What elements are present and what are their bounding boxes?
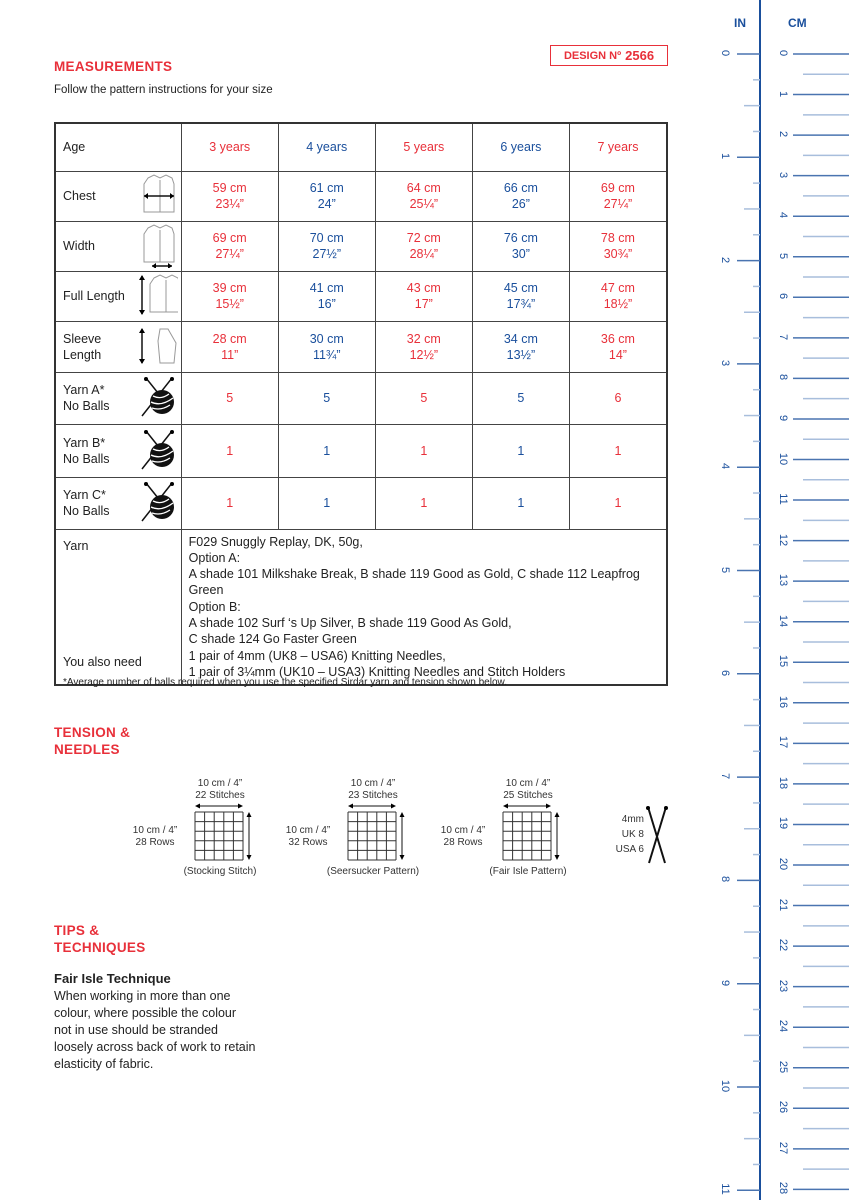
balls-cell: 5 — [278, 372, 375, 424]
tips-heading-line1: TIPS & — [54, 923, 100, 938]
balls-cell: 1 — [569, 477, 667, 529]
ruler — [700, 0, 849, 1200]
cm-number: 14 — [777, 614, 789, 627]
inch-number: 6 — [719, 669, 731, 676]
cm-number: 13 — [777, 574, 789, 587]
measurements-intro: Follow the pattern instructions for your size — [54, 84, 273, 96]
needle-sizes — [610, 812, 644, 857]
inch-value: 13½” — [506, 347, 536, 362]
inch-value: 16” — [317, 297, 336, 311]
tension-heading-line1: TENSION & — [54, 725, 131, 740]
inch-value: 30¾” — [603, 247, 633, 261]
inch-number: 11 — [719, 1183, 731, 1195]
cm-number: 27 — [777, 1141, 789, 1154]
cm-number: 21 — [777, 898, 789, 911]
measurement-cell — [375, 321, 472, 372]
cm-number: 7 — [777, 333, 789, 340]
tips-subtitle: Fair Isle Technique — [54, 971, 171, 986]
measurement-cell — [375, 221, 472, 271]
measurement-cell — [472, 271, 569, 321]
balls-cell: 5 — [472, 372, 569, 424]
cm-number: 22 — [777, 938, 789, 952]
cm-value: 36 cm — [600, 331, 635, 346]
yarn-line: F029 Snuggly Replay, DK, 50g, — [188, 534, 363, 549]
measurement-cell — [569, 171, 667, 221]
balls-cell: 5 — [375, 372, 472, 424]
size-header: 7 years — [569, 123, 667, 171]
inch-value: 24” — [317, 197, 336, 211]
tension-grid-icon — [443, 778, 573, 864]
cm-value: 76 cm — [503, 231, 538, 245]
measurement-cell — [278, 221, 375, 271]
cm-number: 12 — [777, 533, 789, 546]
cm-label: CM — [788, 16, 807, 30]
row-label-text: No Balls — [63, 451, 110, 466]
inch-number: 2 — [719, 256, 731, 263]
row-label — [55, 171, 181, 221]
tips-line: elasticity of fabric. — [54, 1057, 154, 1071]
tension-heading — [54, 724, 130, 758]
tension-swatch — [285, 778, 448, 883]
cm-number: 23 — [777, 979, 789, 992]
swatch-width-text: 10 cm / 4” — [197, 778, 243, 789]
tips-line: When working in more than one — [54, 989, 231, 1003]
row-label-text: Yarn B* — [63, 435, 106, 450]
cm-number: 6 — [777, 293, 789, 300]
measurement-cell — [181, 221, 278, 271]
cm-value: 69 cm — [600, 181, 635, 195]
balls-cell: 1 — [569, 424, 667, 477]
measurement-row — [55, 321, 667, 372]
measurement-cell — [569, 221, 667, 271]
size-header: 5 years — [375, 123, 472, 171]
yarn-info-row — [55, 529, 667, 685]
inch-value: 11” — [221, 347, 239, 362]
cm-value: 32 cm — [406, 331, 441, 346]
swatch-stitches: 23 Stitches — [348, 790, 398, 801]
row-label-text: Chest — [63, 189, 96, 203]
cm-value: 61 cm — [309, 181, 344, 195]
yarn-ball-icon — [138, 429, 178, 473]
cm-value: 41 cm — [309, 281, 344, 295]
yarn-line: Option A: — [188, 550, 241, 565]
needle-size-uk: UK 8 — [621, 829, 644, 840]
balls-cell: 1 — [472, 424, 569, 477]
width-diagram-icon — [138, 224, 178, 268]
tips-heading — [54, 922, 146, 956]
measurement-cell — [181, 321, 278, 372]
measurement-cell — [181, 271, 278, 321]
row-label-text: Length — [63, 347, 102, 362]
measurement-cell — [278, 271, 375, 321]
cm-number: 20 — [777, 857, 789, 871]
size-header: 4 years — [278, 123, 375, 171]
inch-value: 14” — [608, 347, 627, 362]
design-number: 2566 — [625, 48, 655, 63]
cm-number: 9 — [777, 414, 789, 421]
cm-value: 69 cm — [212, 231, 247, 245]
cm-value: 78 cm — [600, 231, 635, 245]
row-label-text: Yarn A* — [63, 383, 105, 397]
measurement-row — [55, 171, 667, 221]
row-label-text: Yarn C* — [63, 488, 106, 502]
cm-number: 24 — [777, 1020, 789, 1033]
table-header-row — [55, 123, 667, 171]
inch-value: 27¼” — [603, 197, 633, 211]
yarn-balls-row — [55, 372, 667, 424]
inch-value: 23¼” — [215, 197, 244, 211]
cm-value: 59 cm — [212, 181, 247, 195]
yarn-ball-icon — [138, 481, 178, 525]
tension-grid-icon — [288, 778, 418, 864]
design-number-box — [550, 45, 668, 66]
balls-cell: 1 — [278, 424, 375, 477]
needle-size-mm: 4mm — [621, 814, 644, 825]
balls-cell: 1 — [375, 424, 472, 477]
inch-label: IN — [734, 16, 746, 30]
yarn-label-cell — [55, 529, 181, 685]
inch-number: 7 — [719, 773, 731, 780]
cm-number: 15 — [777, 655, 789, 668]
tips-line: loosely across back of work to retain — [54, 1040, 256, 1054]
balls-cell: 1 — [278, 477, 375, 529]
tension-swatch — [440, 778, 603, 883]
tips-line: not in use should be stranded — [54, 1023, 219, 1037]
measurement-cell — [375, 171, 472, 221]
balls-cell: 5 — [181, 372, 278, 424]
measurement-cell — [375, 271, 472, 321]
inch-value: 25¼” — [409, 197, 439, 211]
inch-number: 8 — [719, 876, 731, 883]
balls-cell: 1 — [181, 424, 278, 477]
inch-value: 30” — [511, 247, 530, 261]
row-label — [55, 424, 181, 477]
swatch-height-text: 10 cm / 4” — [440, 825, 486, 836]
measurement-cell — [181, 171, 278, 221]
cm-value: 43 cm — [406, 281, 441, 295]
cm-number: 26 — [777, 1101, 789, 1114]
sleeve-diagram-icon — [138, 325, 178, 369]
yarn-ball-icon — [138, 376, 178, 420]
inch-value: 27½” — [312, 247, 341, 261]
yarn-line: A shade 101 Milkshake Break, B shade 119 Good as Gold, C shade 112 Leapfrog Green — [188, 567, 640, 598]
row-label — [55, 221, 181, 271]
swatch-name: (Fair Isle Pattern) — [489, 866, 567, 877]
cm-number: 19 — [777, 817, 789, 830]
size-header: 3 years — [181, 123, 278, 171]
tension-heading-line2: NEEDLES — [54, 742, 120, 757]
cm-number: 3 — [777, 171, 789, 178]
cm-number: 8 — [777, 374, 789, 381]
cm-value: 66 cm — [503, 181, 538, 195]
inch-value: 15½” — [215, 297, 244, 311]
cm-value: 30 cm — [309, 331, 344, 346]
measurements-heading: MEASUREMENTS — [54, 59, 173, 74]
balls-cell: 6 — [569, 372, 667, 424]
yarn-line: C shade 124 Go Faster Green — [188, 632, 357, 647]
row-label-text: No Balls — [63, 504, 110, 518]
swatch-rows: 28 Rows — [135, 837, 175, 848]
cm-value: 28 cm — [212, 331, 247, 346]
tips-heading-line2: TECHNIQUES — [54, 940, 146, 955]
age-label: Age — [55, 123, 181, 171]
balls-cell: 1 — [375, 477, 472, 529]
swatch-width-text: 10 cm / 4” — [505, 778, 551, 789]
inch-value: 11¾” — [312, 347, 341, 362]
yarn-label: Yarn — [63, 538, 89, 553]
swatch-height-text: 10 cm / 4” — [132, 825, 178, 836]
cm-value: 47 cm — [600, 281, 635, 295]
row-label — [55, 372, 181, 424]
needle-size-usa: USA 6 — [615, 844, 644, 855]
measurement-cell — [569, 271, 667, 321]
swatch-height-text: 10 cm / 4” — [285, 825, 331, 836]
cm-value: 64 cm — [406, 181, 441, 195]
inch-number: 10 — [719, 1079, 731, 1093]
cm-number: 2 — [777, 131, 789, 138]
length-diagram-icon — [138, 274, 178, 318]
measurement-cell — [278, 171, 375, 221]
yarn-line: A shade 102 Surf ‘s Up Silver, B shade 119 Good As Gold, — [188, 615, 512, 630]
design-label: DESIGN Nº — [563, 49, 622, 62]
swatch-name: (Stocking Stitch) — [183, 866, 257, 877]
swatch-width-text: 10 cm / 4” — [350, 778, 396, 789]
row-label-text: Sleeve — [63, 331, 102, 346]
swatch-rows: 28 Rows — [443, 837, 483, 848]
cm-number: 17 — [777, 736, 789, 749]
swatch-stitches: 25 Stitches — [503, 790, 553, 801]
measurement-cell — [472, 221, 569, 271]
cm-number: 5 — [777, 252, 789, 259]
row-label — [55, 321, 181, 372]
cm-value: 70 cm — [309, 231, 344, 245]
ruler-scale — [700, 0, 849, 1200]
measurement-row — [55, 271, 667, 321]
inch-value: 28¼” — [409, 247, 439, 261]
cm-number: 28 — [777, 1182, 789, 1195]
yarn-balls-row — [55, 424, 667, 477]
cm-value: 39 cm — [212, 281, 247, 295]
balls-cell: 1 — [472, 477, 569, 529]
row-label-text: Width — [63, 239, 95, 253]
cm-number: 11 — [777, 493, 789, 505]
balls-cell: 1 — [181, 477, 278, 529]
row-label-text: No Balls — [63, 399, 110, 413]
row-label — [55, 271, 181, 321]
tension-grid-icon — [135, 778, 265, 864]
swatch-name: (Seersucker Pattern) — [326, 866, 420, 877]
measurement-cell — [472, 171, 569, 221]
also-need-label: You also need — [63, 655, 142, 670]
yarn-balls-row — [55, 477, 667, 529]
inch-number: 9 — [719, 979, 731, 986]
needs-line: 1 pair of 3¼mm (UK10 – USA3) Knitting Needles and Stitch Holders — [188, 664, 566, 679]
cm-number: 10 — [777, 452, 789, 465]
inch-value: 27¼” — [215, 247, 244, 261]
inch-number: 3 — [719, 359, 731, 366]
inch-value: 12½” — [409, 347, 439, 362]
cm-number: 1 — [777, 90, 789, 97]
chest-diagram-icon — [138, 174, 178, 218]
cm-number: 4 — [777, 212, 789, 219]
swatch-stitches: 22 Stitches — [195, 790, 245, 801]
inch-value: 26” — [511, 197, 530, 211]
inch-number: 0 — [719, 49, 731, 57]
measurement-cell — [472, 321, 569, 372]
measurement-cell — [278, 321, 375, 372]
size-header: 6 years — [472, 123, 569, 171]
inch-value: 17” — [414, 297, 433, 311]
inch-number: 1 — [719, 153, 731, 160]
tension-swatch — [132, 778, 295, 883]
row-label — [55, 477, 181, 529]
yarn-details — [181, 529, 667, 685]
knitting-needles-icon — [645, 805, 669, 865]
tips-body — [54, 970, 255, 1073]
cm-value: 45 cm — [503, 281, 538, 295]
measurement-cell — [569, 321, 667, 372]
measurements-table — [54, 122, 668, 686]
footnote: *Average number of balls required when you use the specified Sirdar yarn and tension shown below. — [63, 677, 507, 688]
cm-number: 16 — [777, 695, 789, 708]
inch-number: 4 — [719, 463, 731, 470]
needs-line: 1 pair of 4mm (UK8 – USA6) Knitting Needles, — [188, 648, 446, 663]
tips-line: colour, where possible the colour — [54, 1006, 237, 1020]
cm-value: 34 cm — [503, 331, 538, 346]
measurement-row — [55, 221, 667, 271]
row-label-text: Full Length — [63, 289, 125, 303]
cm-number: 0 — [777, 49, 789, 57]
inch-value: 17¾” — [506, 297, 536, 311]
swatch-rows: 32 Rows — [288, 837, 328, 848]
inch-value: 18½” — [603, 297, 633, 311]
cm-value: 72 cm — [406, 231, 441, 245]
cm-number: 18 — [777, 776, 789, 790]
cm-number: 25 — [777, 1060, 789, 1073]
inch-number: 5 — [719, 566, 731, 573]
yarn-line: Option B: — [188, 599, 241, 614]
